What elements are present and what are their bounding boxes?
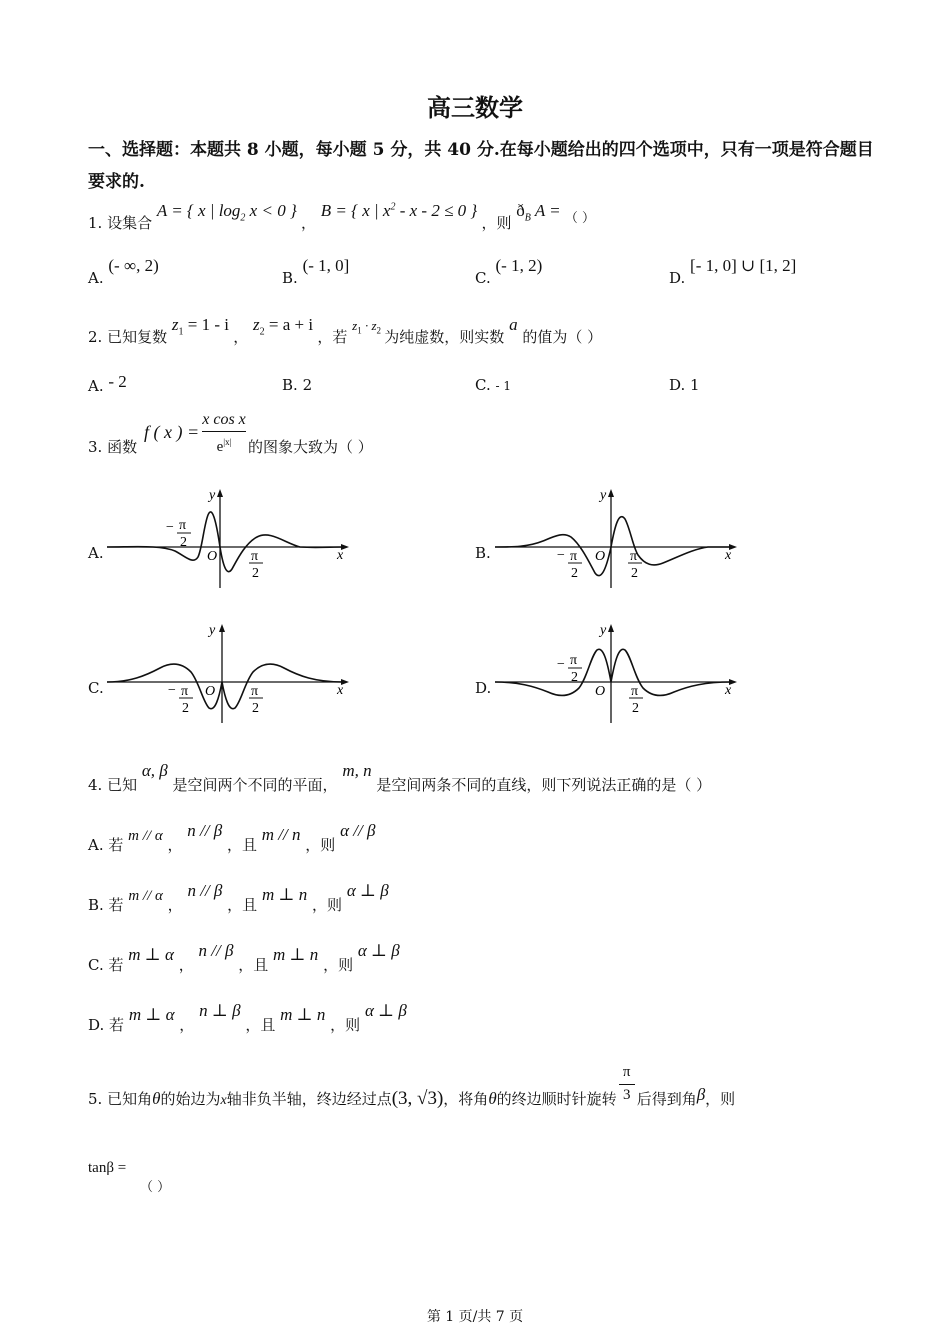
question-4: 4. 已知 α, β 是空间两个不同的平面， m, n 是空间两条不同的直线，则下列说法正确的是（ ） (88, 761, 712, 794)
graph-d-x-label: x (725, 683, 732, 698)
q2-z2: $z_2 = a + i$ (253, 315, 314, 338)
graph-a-neg-tick-den: 2 (180, 535, 187, 550)
q5-tan: tanβ = (88, 1160, 127, 1176)
q5-paren: （ ） (140, 1180, 171, 1195)
q5-fraction: $\frac{\pi}{3}$ (619, 1062, 635, 1105)
graph-d-origin: O (595, 684, 606, 699)
graph-c-origin: O (205, 684, 216, 699)
graph-c-minus: − (167, 683, 177, 698)
graph-option-d (493, 620, 743, 725)
q2-option-d: D. 1 (669, 376, 700, 394)
graph-d-pos-tick-den: 2 (632, 701, 639, 716)
graph-b-minus: − (556, 548, 566, 563)
page-footer: 第 1 页/共 7 页 (426, 1309, 524, 1325)
q1-paren: （ ） (564, 211, 596, 226)
graph-a-y-label: y (209, 488, 216, 503)
graph-option-a (105, 485, 355, 590)
q3-option-d-label: D. (475, 679, 492, 697)
graph-b-curve (495, 517, 731, 576)
q2-option-c: C. - 1 (475, 376, 512, 394)
q2-option-b: B. 2 (282, 376, 313, 394)
graph-a-minus: − (165, 520, 175, 535)
q3-option-c-label: C. (88, 679, 104, 697)
graph-c-pos-tick-num: π (251, 684, 259, 699)
q1-complement: $ð_B$ A = (516, 201, 561, 224)
q4-option-a: A. 若 m // α ， n // β ，且 m // n ，则 α // β (88, 821, 376, 854)
q1-then: ，则 (481, 214, 512, 232)
graph-d-curve (495, 649, 731, 695)
graph-option-c (105, 620, 355, 725)
graph-d-neg-tick-den: 2 (571, 670, 578, 685)
q1-set-a: A = { x | $\log_2 x < 0$ } (156, 201, 297, 224)
graph-b-neg-tick-num: π (570, 549, 578, 564)
graph-c-pos-tick-den: 2 (252, 701, 259, 716)
q2-z1: $z_1 = 1 - i$ (171, 315, 229, 338)
graph-b-origin: O (595, 549, 606, 564)
graph-c-curve (107, 664, 343, 709)
q1-comma: ， (301, 214, 317, 232)
graph-c-x-label: x (337, 683, 344, 698)
graph-c-y-label: y (209, 623, 216, 638)
graph-c-neg-tick-num: π (181, 684, 189, 699)
graph-b-pos-tick-den: 2 (631, 566, 638, 581)
graph-b-y-label: y (600, 488, 607, 503)
graph-a-curve (107, 512, 343, 572)
graph-b-neg-tick-den: 2 (571, 566, 578, 581)
q4-option-c: C. 若 m ⊥ α ， n // β ，且 m ⊥ n ，则 α ⊥ β (88, 941, 400, 974)
q3-option-b-label: B. (475, 544, 491, 562)
graph-a-origin: O (207, 549, 218, 564)
graph-a-pos-tick-den: 2 (252, 566, 259, 581)
graph-a-pos-tick-num: π (251, 549, 259, 564)
q2-option-a: A. - 2 (88, 372, 127, 395)
q1-set-b: B = { x | $x^2 - x - 2 \le 0$ } (320, 201, 478, 220)
q1-prefix: 1. 设集合 (88, 214, 153, 232)
q4-option-b: B. 若 m // α ， n // β ，且 m ⊥ n ，则 α ⊥ β (88, 881, 389, 914)
graph-c-neg-tick-den: 2 (182, 701, 189, 716)
section-header: 一、选择题：本题共 8 小题，每小题 5 分，共 40 分.在每小题给出的四个选项中，只有一项是符合题目要求的. (88, 140, 874, 192)
q1-option-c: C. (- 1, 2) (475, 256, 543, 287)
q3-option-a-label: A. (88, 544, 104, 562)
page-title: 高三数学 (427, 93, 523, 122)
q2-product: $z_1 \cdot z_2$ (352, 318, 382, 336)
graph-b-x-label: x (725, 548, 732, 563)
graph-d-pos-tick-num: π (631, 684, 639, 699)
q1-option-b: B. (- 1, 0] (282, 256, 350, 287)
q1-option-d: D. [- 1, 0] ∪ [1, 2] (669, 256, 797, 287)
graph-option-b (493, 485, 743, 590)
q4-option-d: D. 若 m ⊥ α ， n ⊥ β ，且 m ⊥ n ，则 α ⊥ β (88, 1001, 407, 1034)
question-5: 5. 已知角θ的始边为x轴非负半轴，终边经过点(3, √3)，将角θ的终边顺时针旋转 $\frac{\pi}{3}$ 后得到角β，则 (88, 1064, 736, 1109)
question-1 (88, 200, 596, 232)
graph-d-minus: − (556, 657, 566, 672)
graph-a-neg-tick-num: π (179, 518, 187, 533)
graph-b-pos-tick-num: π (630, 549, 638, 564)
q1-option-a: A. (- ∞, 2) (88, 256, 159, 287)
q3-fraction: x cos x $e^{|x|}$ (202, 411, 246, 455)
question-2: 2. 已知复数 $z_1 = 1 - i$ ， $z_2 = a + i$ ，若 $z_1 \cdot z_2$ 为纯虚数，则实数 a 的值为（ ） (88, 315, 603, 346)
graph-a-x-label: x (337, 548, 344, 563)
graph-d-neg-tick-num: π (570, 653, 578, 668)
graph-d-y-label: y (600, 623, 607, 638)
